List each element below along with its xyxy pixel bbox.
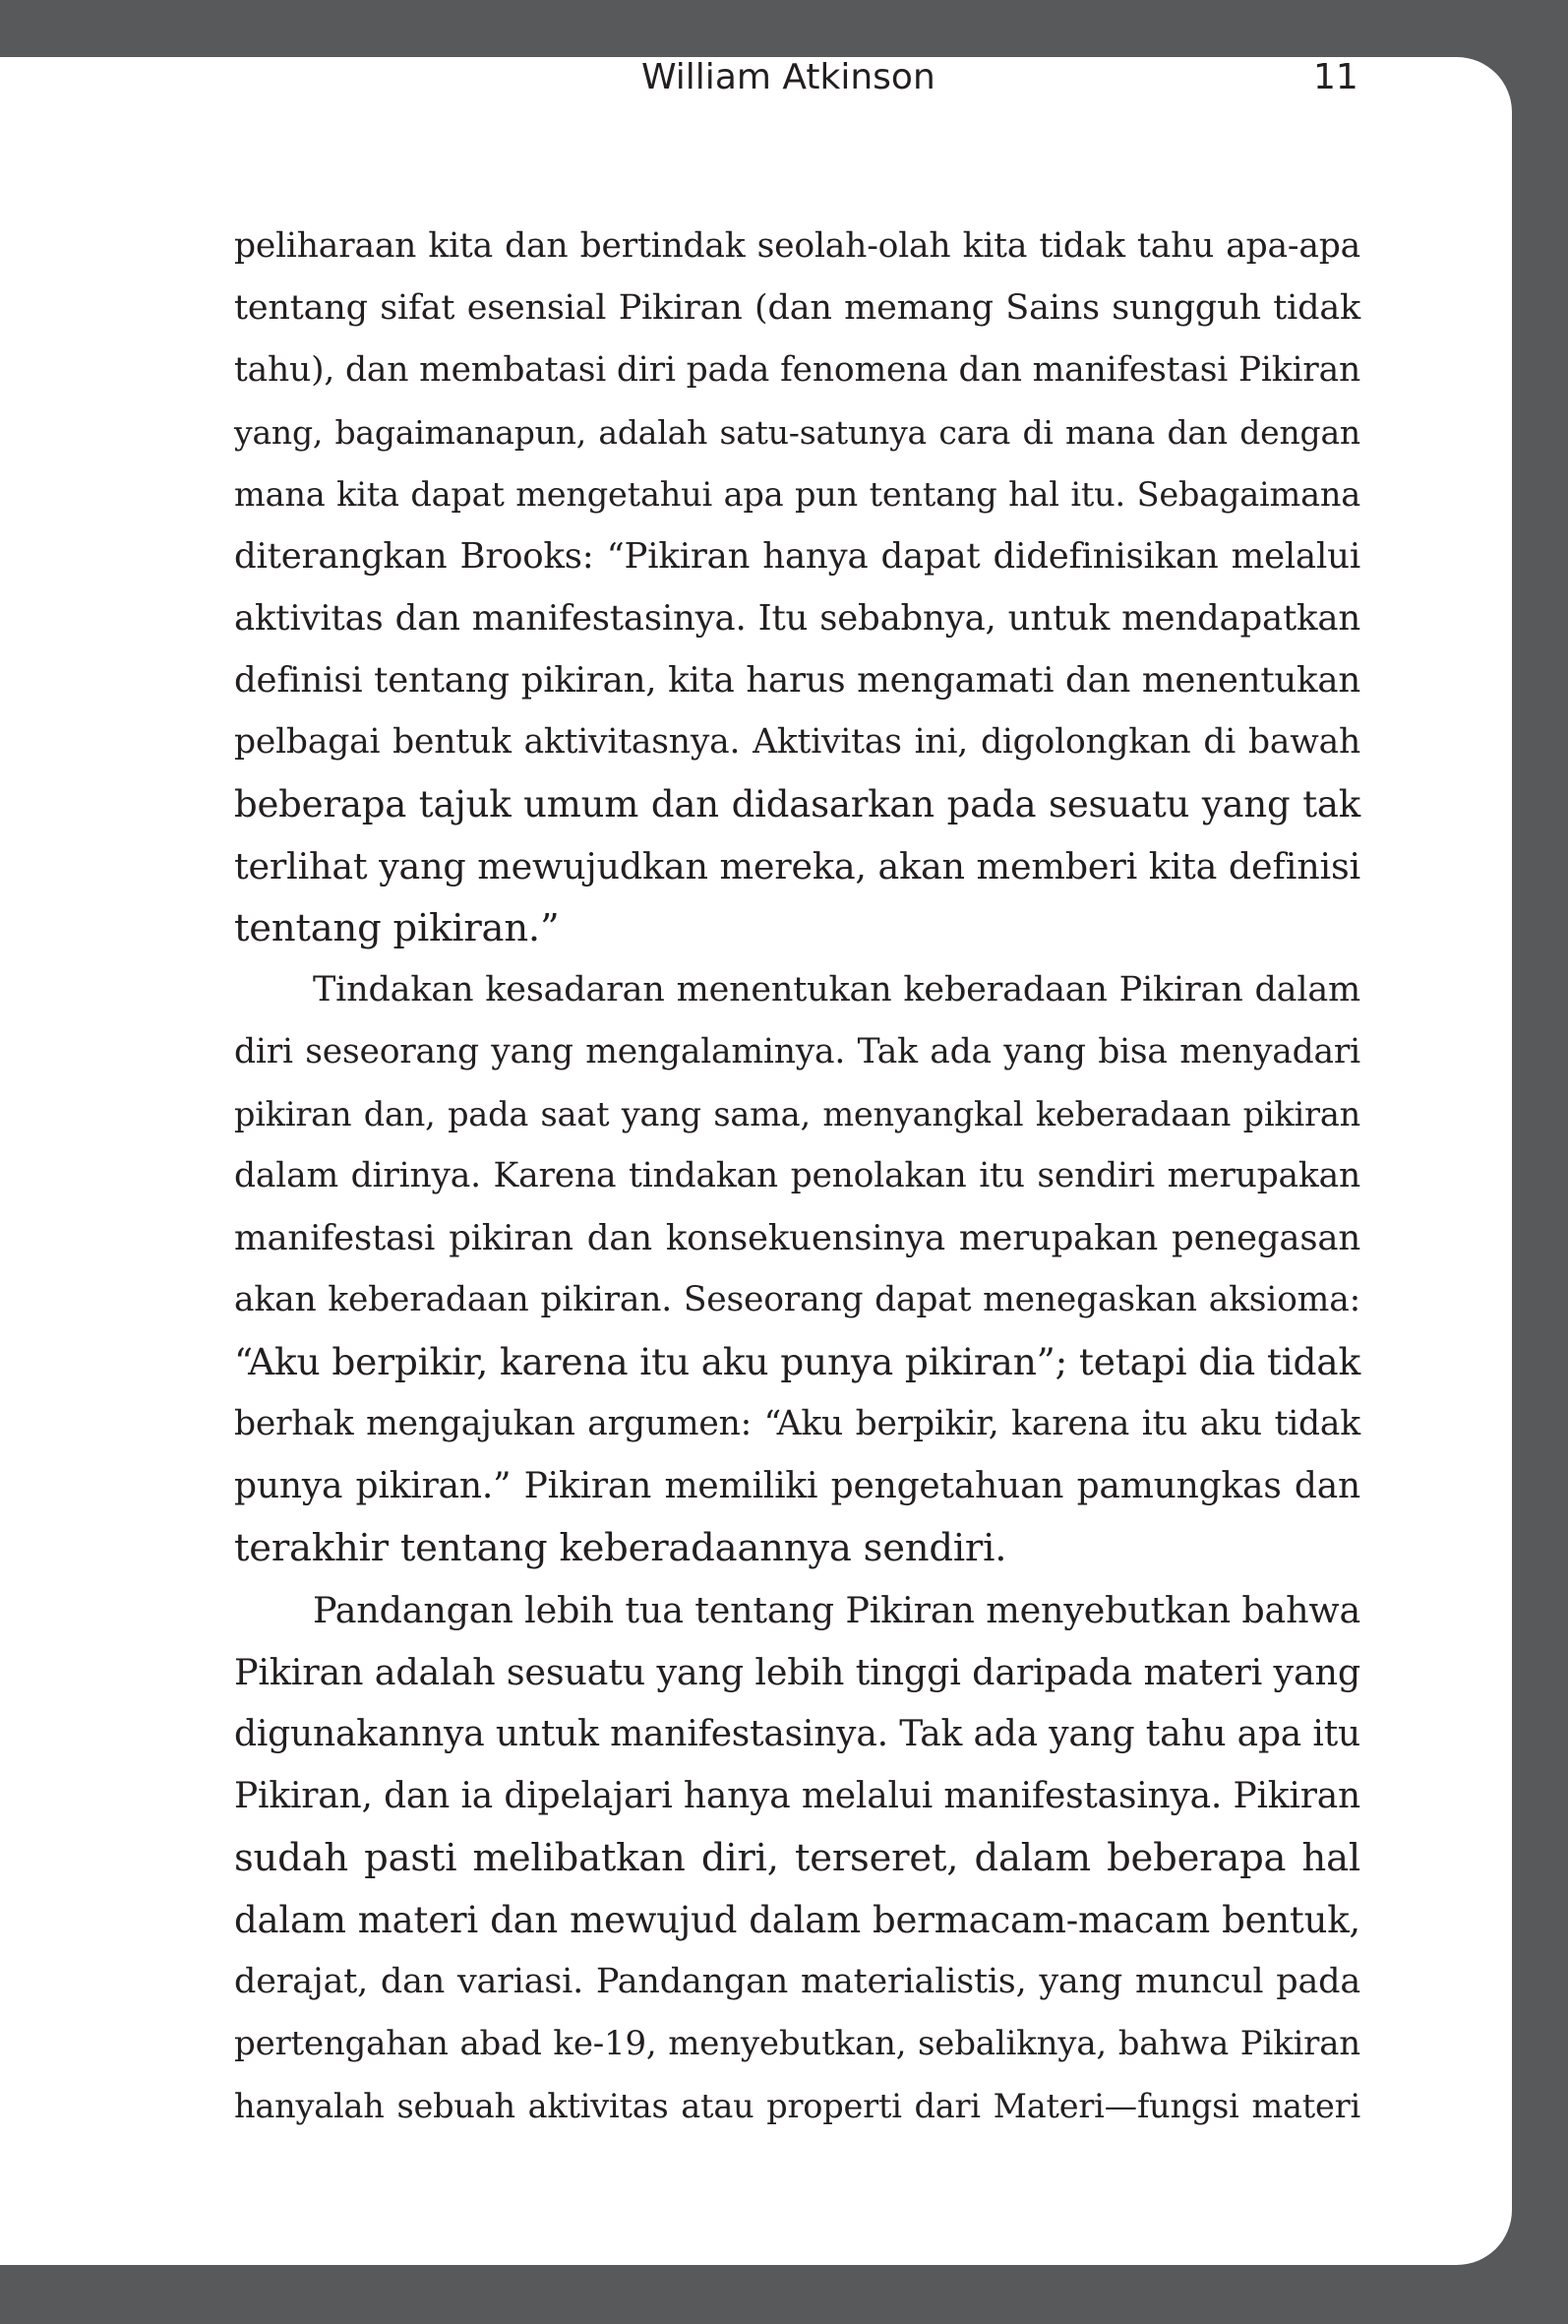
running-header-author: William Atkinson: [641, 57, 935, 97]
text-line: tentang pikiran.”: [234, 906, 560, 950]
text-line: mana kita dapat mengetahui apa pun tentang hal itu. Sebagaimana: [234, 475, 1360, 514]
text-line: Pikiran, dan ia dipelajari hanya melalui manifestasinya. Pikiran: [234, 1776, 1360, 1816]
text-line: pelbagai bentuk aktivitasnya. Aktivitas ini, digolongkan di bawah: [234, 722, 1360, 762]
text-line: digunakannya untuk manifestasinya. Tak ada yang tahu apa itu: [234, 1714, 1360, 1754]
text-line: Pikiran adalah sesuatu yang lebih tinggi daripada materi yang: [234, 1651, 1360, 1693]
text-line: terlihat yang mewujudkan mereka, akan memberi kita definisi: [234, 845, 1360, 887]
text-line: terakhir tentang keberadaannya sendiri.: [234, 1526, 1007, 1570]
text-line: beberapa tajuk umum dan didasarkan pada sesuatu yang tak: [234, 783, 1360, 826]
text-line: dalam dirinya. Karena tindakan penolakan itu sendiri merupakan: [234, 1156, 1360, 1195]
text-line: pikiran dan, pada saat yang sama, menyangkal keberadaan pikiran: [234, 1095, 1360, 1133]
text-line: pertengahan abad ke-19, menyebutkan, sebaliknya, bahwa Pikiran: [234, 2024, 1360, 2063]
text-line: akan keberadaan pikiran. Seseorang dapat menegaskan aksioma:: [234, 1280, 1360, 1319]
paragraph-first-line: Tindakan kesadaran menentukan keberadaan Pikiran dalam: [313, 970, 1360, 1009]
text-line: sudah pasti melibatkan diri, terseret, dalam beberapa hal: [234, 1836, 1360, 1880]
paragraph-first-line: Pandangan lebih tua tentang Pikiran menyebutkan bahwa: [313, 1589, 1360, 1631]
text-line: peliharaan kita dan bertindak seolah-olah kita tidak tahu apa-apa: [234, 226, 1360, 266]
text-line: “Aku berpikir, karena itu aku punya pikiran”; tetapi dia tidak: [234, 1340, 1360, 1383]
text-line: diterangkan Brooks: “Pikiran hanya dapat didefinisikan melalui: [234, 536, 1360, 577]
text-line: aktivitas dan manifestasinya. Itu sebabnya, untuk mendapatkan: [234, 598, 1360, 639]
text-line: diri seseorang yang mengalaminya. Tak ada yang bisa menyadari: [234, 1032, 1360, 1071]
body-text: [234, 215, 1360, 2137]
text-line: hanyalah sebuah aktivitas atau properti dari Materi—fungsi materi: [234, 2087, 1360, 2125]
text-line: yang, bagaimanapun, adalah satu-satunya cara di mana dan dengan: [234, 413, 1360, 452]
text-line: punya pikiran.” Pikiran memiliki pengetahuan pamungkas dan: [234, 1466, 1360, 1506]
text-line: derajat, dan variasi. Pandangan materialistis, yang muncul pada: [234, 1962, 1360, 2001]
text-line: dalam materi dan mewujud dalam bermacam-macam bentuk,: [234, 1899, 1360, 1941]
running-header: [0, 57, 1512, 116]
text-line: tahu), dan membatasi diri pada fenomena dan manifestasi Pikiran: [234, 350, 1360, 390]
text-line: berhak mengajukan argumen: “Aku berpikir, karena itu aku tidak: [234, 1404, 1360, 1443]
page-number: 11: [1313, 57, 1358, 97]
text-line: definisi tentang pikiran, kita harus mengamati dan menentukan: [234, 660, 1360, 701]
text-line: tentang sifat esensial Pikiran (dan memang Sains sungguh tidak: [234, 288, 1360, 328]
text-line: manifestasi pikiran dan konsekuensinya merupakan penegasan: [234, 1218, 1360, 1258]
